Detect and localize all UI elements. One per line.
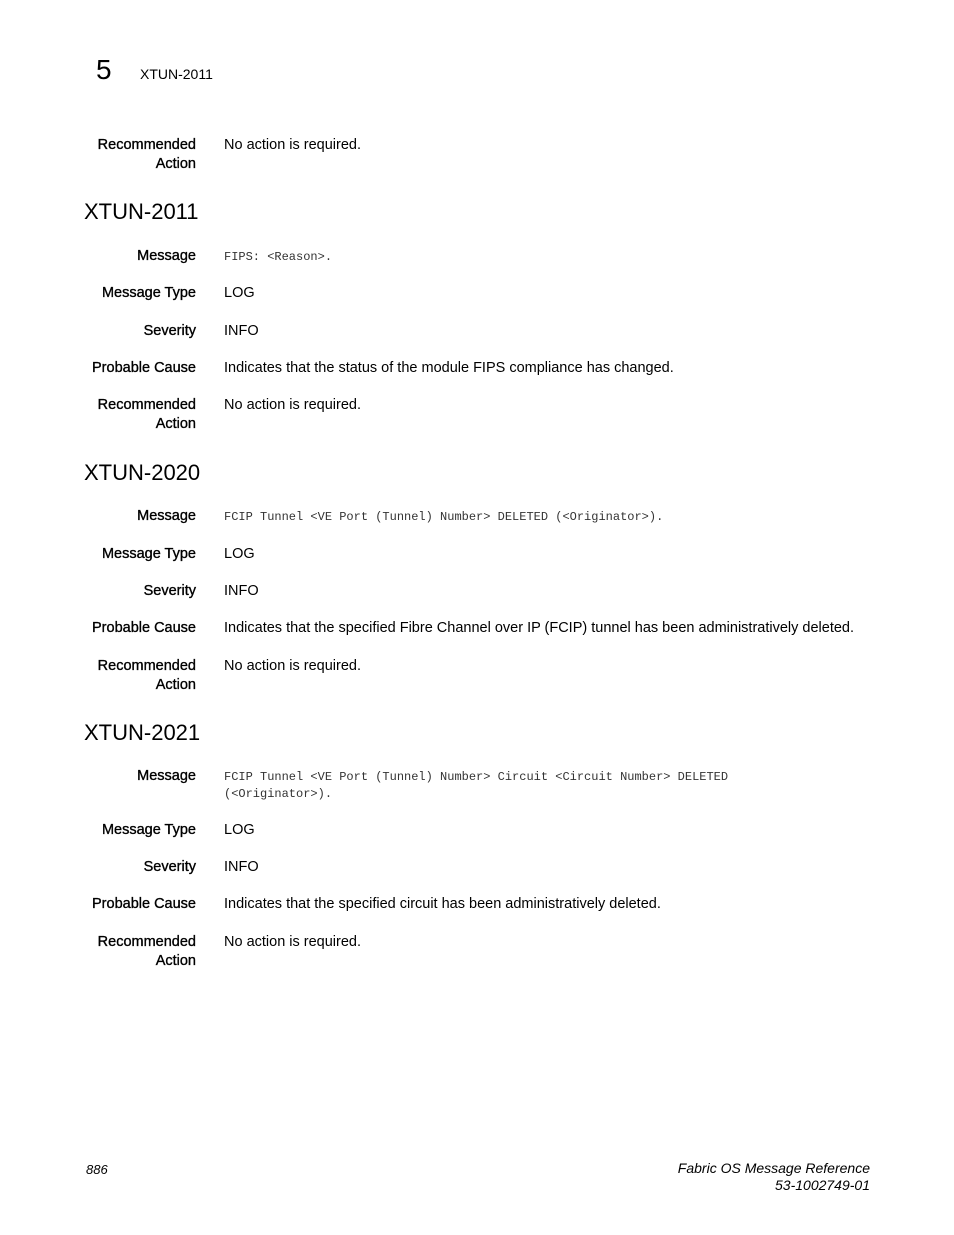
message-type-label: Message Type bbox=[101, 822, 196, 838]
message-type-value: LOG bbox=[224, 546, 255, 562]
message-line-2: (<Originator>). bbox=[224, 787, 333, 801]
message-type-label: Message Type bbox=[101, 546, 196, 562]
severity-value: INFO bbox=[224, 859, 259, 875]
message-label: Message bbox=[137, 768, 196, 784]
recommended-action-label: Recommended Action bbox=[97, 658, 196, 693]
message-value: FIPS: <Reason>. bbox=[224, 250, 333, 264]
message-label: Message bbox=[137, 248, 196, 264]
footer-doc-info bbox=[678, 1160, 870, 1194]
doc-number: 53-1002749-01 bbox=[775, 1177, 870, 1193]
message-type-label: Message Type bbox=[101, 285, 196, 301]
message-value bbox=[224, 767, 844, 803]
recommended-action-value: No action is required. bbox=[224, 934, 362, 950]
recommended-action-value: No action is required. bbox=[224, 137, 362, 153]
recommended-action-label: Recommended Action bbox=[97, 934, 196, 969]
message-value: FCIP Tunnel <VE Port (Tunnel) Number> DELETED (<Originator>). bbox=[224, 510, 664, 524]
recommended-action-label: Recommended Action bbox=[97, 137, 196, 172]
recommended-action-value: No action is required. bbox=[224, 658, 362, 674]
probable-cause-value: Indicates that the specified Fibre Channel over IP (FCIP) tunnel has been administratively deleted. bbox=[224, 620, 855, 636]
probable-cause-label: Probable Cause bbox=[92, 620, 196, 636]
message-label: Message bbox=[137, 508, 196, 524]
section-title-xtun-2021: XTUN-2021 bbox=[84, 720, 201, 745]
probable-cause-label: Probable Cause bbox=[92, 360, 196, 376]
severity-label: Severity bbox=[143, 323, 196, 339]
severity-value: INFO bbox=[224, 323, 259, 339]
severity-value: INFO bbox=[224, 583, 259, 599]
page-number: 886 bbox=[86, 1162, 108, 1177]
message-type-value: LOG bbox=[224, 285, 255, 301]
severity-label: Severity bbox=[143, 859, 196, 875]
recommended-action-label: Recommended Action bbox=[97, 397, 196, 432]
recommended-action-value: No action is required. bbox=[224, 397, 362, 413]
running-head: XTUN-2011 bbox=[140, 66, 213, 82]
message-line-1: FCIP Tunnel <VE Port (Tunnel) Number> Circuit <Circuit Number> DELETED bbox=[224, 770, 729, 784]
probable-cause-value: Indicates that the status of the module FIPS compliance has changed. bbox=[224, 360, 674, 376]
probable-cause-label: Probable Cause bbox=[92, 896, 196, 912]
section-title-xtun-2020: XTUN-2020 bbox=[84, 460, 201, 485]
severity-label: Severity bbox=[143, 583, 196, 599]
section-title-xtun-2011: XTUN-2011 bbox=[84, 199, 199, 224]
doc-title: Fabric OS Message Reference bbox=[677, 1160, 870, 1176]
message-type-value: LOG bbox=[224, 822, 255, 838]
chapter-number: 5 bbox=[96, 54, 112, 85]
probable-cause-value: Indicates that the specified circuit has been administratively deleted. bbox=[224, 896, 661, 912]
